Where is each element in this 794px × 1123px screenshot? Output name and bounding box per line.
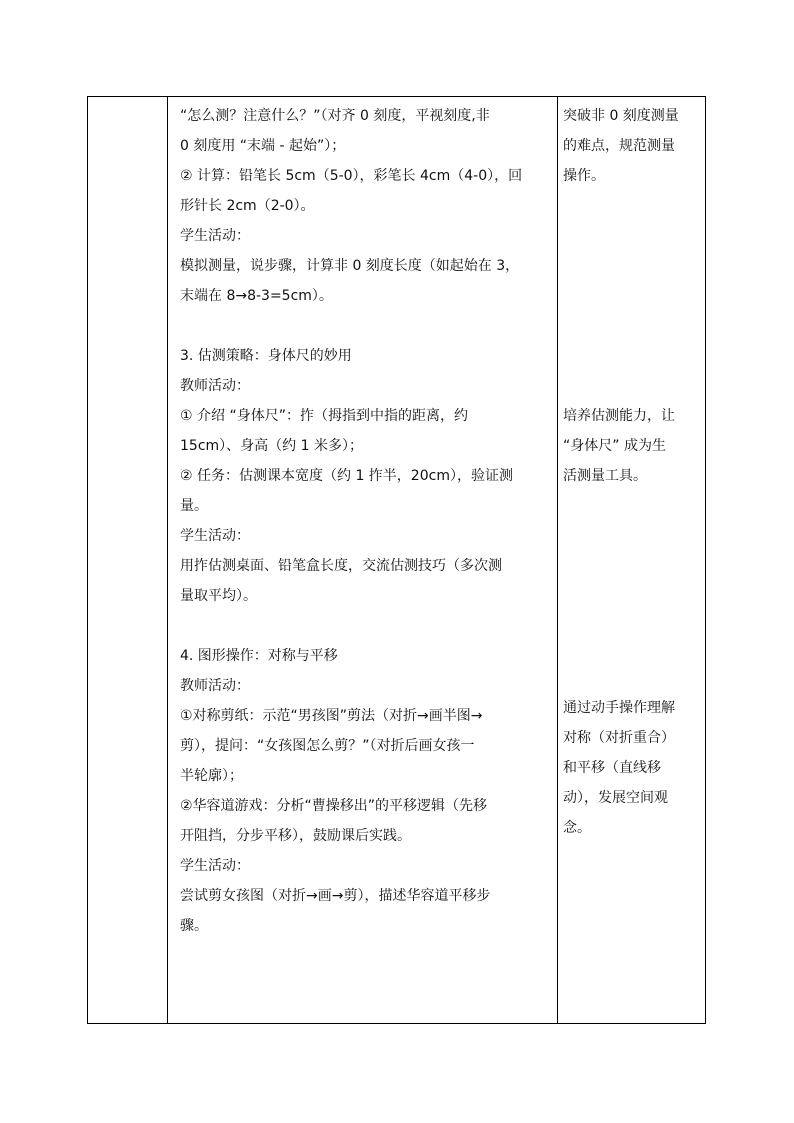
text-line: 0 刻度用 “末端 - 起始”）； — [180, 138, 346, 154]
blank-line — [180, 611, 558, 641]
section-label: 教师活动： — [180, 378, 250, 394]
text-line: 模拟测量，说步骤，计算非 0 刻度长度（如起始在 3， — [180, 258, 520, 274]
section-label: 学生活动： — [180, 528, 250, 544]
note-line: 对称（对折重合） — [563, 730, 675, 746]
text-line: 半轮廓）； — [180, 768, 243, 784]
text-line: 量。 — [180, 498, 208, 514]
lesson-plan-table — [87, 96, 706, 1024]
text-line: ① 介绍 “身体尺”：拃（拇指到中指的距离，约 — [180, 408, 468, 424]
note-line: 念。 — [563, 820, 591, 836]
note-line: 动），发展空间观 — [563, 790, 668, 806]
note-line: 操作。 — [563, 168, 605, 184]
blank-line — [180, 311, 558, 341]
design-note-measuring — [563, 101, 703, 191]
section-label: 教师活动： — [180, 678, 250, 694]
text-line: 末端在 8→8-3=5cm）。 — [180, 288, 333, 304]
text-line: “怎么测？注意什么？”（对齐 0 刻度，平视刻度,非 — [180, 108, 490, 124]
text-line: ② 计算：铅笔长 5cm（5-0），彩笔长 4cm（4-0），回 — [180, 168, 523, 184]
activity-column — [174, 97, 558, 941]
design-note-estimation — [563, 401, 703, 491]
note-line: 和平移（直线移 — [563, 760, 661, 776]
text-line: ②华容道游戏：分析“曹操移出”的平移逻辑（先移 — [180, 798, 488, 814]
note-line: 的难点，规范测量 — [563, 138, 675, 154]
design-intent-column — [563, 97, 703, 836]
section-label: 学生活动： — [180, 228, 250, 244]
text-line: 尝试剪女孩图（对折→画→剪），描述华容道平移步 — [180, 888, 491, 904]
text-line: 用拃估测桌面、铅笔盒长度，交流估测技巧（多次测 — [180, 558, 502, 574]
note-line: 突破非 0 刻度测量 — [563, 108, 679, 124]
design-note-shapes — [563, 693, 703, 843]
text-line: ② 任务：估测课本宽度（约 1 拃半，20cm），验证测 — [180, 468, 513, 484]
section-label: 学生活动： — [180, 858, 250, 874]
note-line: 培养估测能力，让 — [563, 408, 675, 424]
note-line: 通过动手操作理解 — [563, 700, 675, 716]
text-line: 骤。 — [180, 918, 208, 934]
column-divider-left — [167, 97, 168, 1023]
section-heading: 4. 图形操作：对称与平移 — [180, 648, 338, 664]
text-line: 开阻挡，分步平移），鼓励课后实践。 — [180, 828, 411, 844]
text-line: 剪），提问：“女孩图怎么剪？”（对折后画女孩一 — [180, 738, 475, 754]
note-line: “身体尺” 成为生 — [563, 438, 666, 454]
text-line: ①对称剪纸：示范“男孩图”剪法（对折→画半图→ — [180, 708, 483, 724]
section-heading: 3. 估测策略：身体尺的妙用 — [180, 348, 352, 364]
text-line: 量取平均）。 — [180, 588, 257, 604]
text-line: 15cm）、身高（约 1 米多）； — [180, 438, 363, 454]
text-line: 形针长 2cm（2-0）。 — [180, 198, 315, 214]
note-line: 活测量工具。 — [563, 468, 647, 484]
